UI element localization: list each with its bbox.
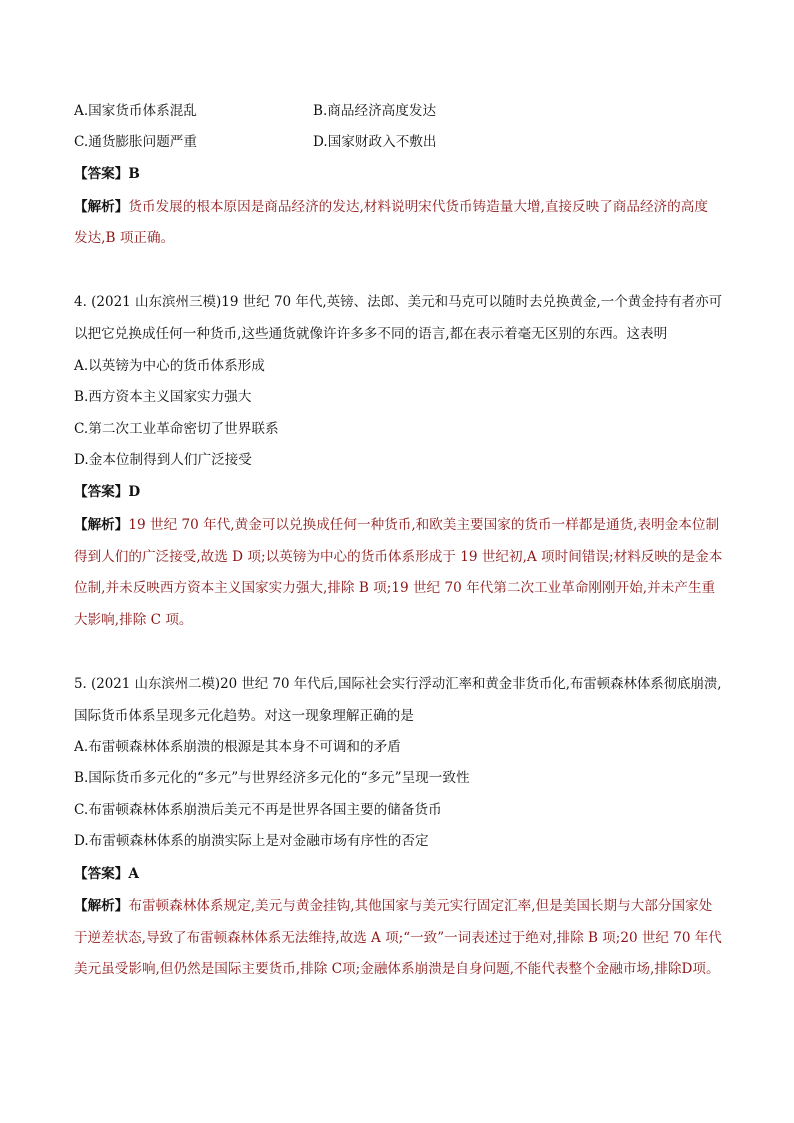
q5-answer-value: A	[128, 866, 139, 882]
q5-stem-line-2: 国际货币体系呈现多元化趋势。对这一现象理解正确的是	[74, 708, 414, 724]
q3-answer-tag: 【答案】	[74, 166, 129, 182]
q5-option-d: D.布雷顿森林体系的崩溃实际上是对金融市场有序性的否定	[74, 833, 429, 849]
q5-analysis-line-1	[74, 896, 712, 916]
q5-option-a: A.布雷顿森林体系崩溃的根源是其本身不可调和的矛盾	[74, 739, 401, 755]
q3-analysis-tag: 【解析】	[74, 199, 129, 215]
q3-analysis-line-2: 发达,B 项正确。	[74, 230, 175, 246]
q3-answer	[74, 164, 140, 184]
q3-analysis-line-1	[74, 197, 708, 217]
q4-analysis-line-4: 大影响,排除 C 项。	[74, 612, 193, 628]
q5-option-c: C.布雷顿森林体系崩溃后美元不再是世界各国主要的储备货币	[74, 802, 442, 818]
q5-analysis-line-3: 美元虽受影响,但仍然是国际主要货币,排除 C项;金融体系崩溃是自身问题,不能代表整个金融市场,排除D项。	[74, 961, 720, 977]
q4-analysis-line-2: 得到人们的广泛接受,故选 D 项;以英镑为中心的货币体系形成于 19 世纪初,A 项时间错误;材料反映的是金本	[74, 549, 723, 565]
q4-answer	[74, 482, 140, 502]
q4-stem-line-1: 4. (2021 山东滨州三模)19 世纪 70 年代,英镑、法郎、美元和马克可以随时去兑换黄金,一个黄金持有者亦可	[74, 294, 723, 310]
q5-answer	[74, 864, 139, 884]
q3-options-row-1	[74, 101, 437, 121]
q3-option-d: D.国家财政入不敷出	[313, 134, 437, 150]
q3-option-a: A.国家货币体系混乱	[74, 103, 197, 119]
q4-option-c: C.第二次工业革命密切了世界联系	[74, 421, 279, 437]
q5-stem-line-1: 5. (2021 山东滨州二模)20 世纪 70 年代后,国际社会实行浮动汇率和黄金非货币化,布雷顿森林体系彻底崩溃,	[74, 676, 722, 692]
q4-analysis-line-1	[74, 515, 719, 535]
q4-option-d: D.金本位制得到人们广泛接受	[74, 452, 252, 468]
q5-analysis-tag: 【解析】	[74, 898, 129, 914]
q4-answer-tag: 【答案】	[74, 484, 129, 500]
q4-option-b: B.西方资本主义国家实力强大	[74, 389, 252, 405]
q3-answer-value: B	[128, 166, 140, 182]
q4-option-a: A.以英镑为中心的货币体系形成	[74, 358, 265, 374]
q4-analysis-line-3: 位制,并未反映西方资本主义国家实力强大,排除 B 项;19 世纪 70 年代第二次工业革命刚刚开始,并未产生重	[74, 580, 716, 596]
q5-analysis-line-2: 于逆差状态,导致了布雷顿森林体系无法维持,故选 A 项;“一致”一词表述过于绝对,排除 B 项;20 世纪 70 年代	[74, 930, 722, 946]
q5-option-b: B.国际货币多元化的“多元”与世界经济多元化的“多元”呈现一致性	[74, 770, 470, 786]
q5-answer-tag: 【答案】	[74, 866, 129, 882]
q4-analysis-tag: 【解析】	[74, 517, 129, 533]
q4-answer-value: D	[128, 484, 141, 500]
q5-analysis-text-1: 布雷顿森林体系规定,美元与黄金挂钩,其他国家与美元实行固定汇率,但是美国长期与大部分国家处	[128, 898, 713, 914]
q4-analysis-text-1: 19 世纪 70 年代,黄金可以兑换成任何一种货币,和欧美主要国家的货币一样都是通货,表明金本位制	[128, 517, 720, 533]
q3-option-c: C.通货膨胀问题严重	[74, 134, 197, 150]
q4-stem-line-2: 以把它兑换成任何一种货币,这些通货就像许许多多不同的语言,都在表示着毫无区别的东西。这表明	[74, 326, 668, 342]
q3-option-b: B.商品经济高度发达	[313, 103, 437, 119]
q3-options-row-2	[74, 132, 437, 152]
q3-analysis-text-1: 货币发展的根本原因是商品经济的发达,材料说明宋代货币铸造量大增,直接反映了商品经济的高度	[128, 199, 708, 215]
